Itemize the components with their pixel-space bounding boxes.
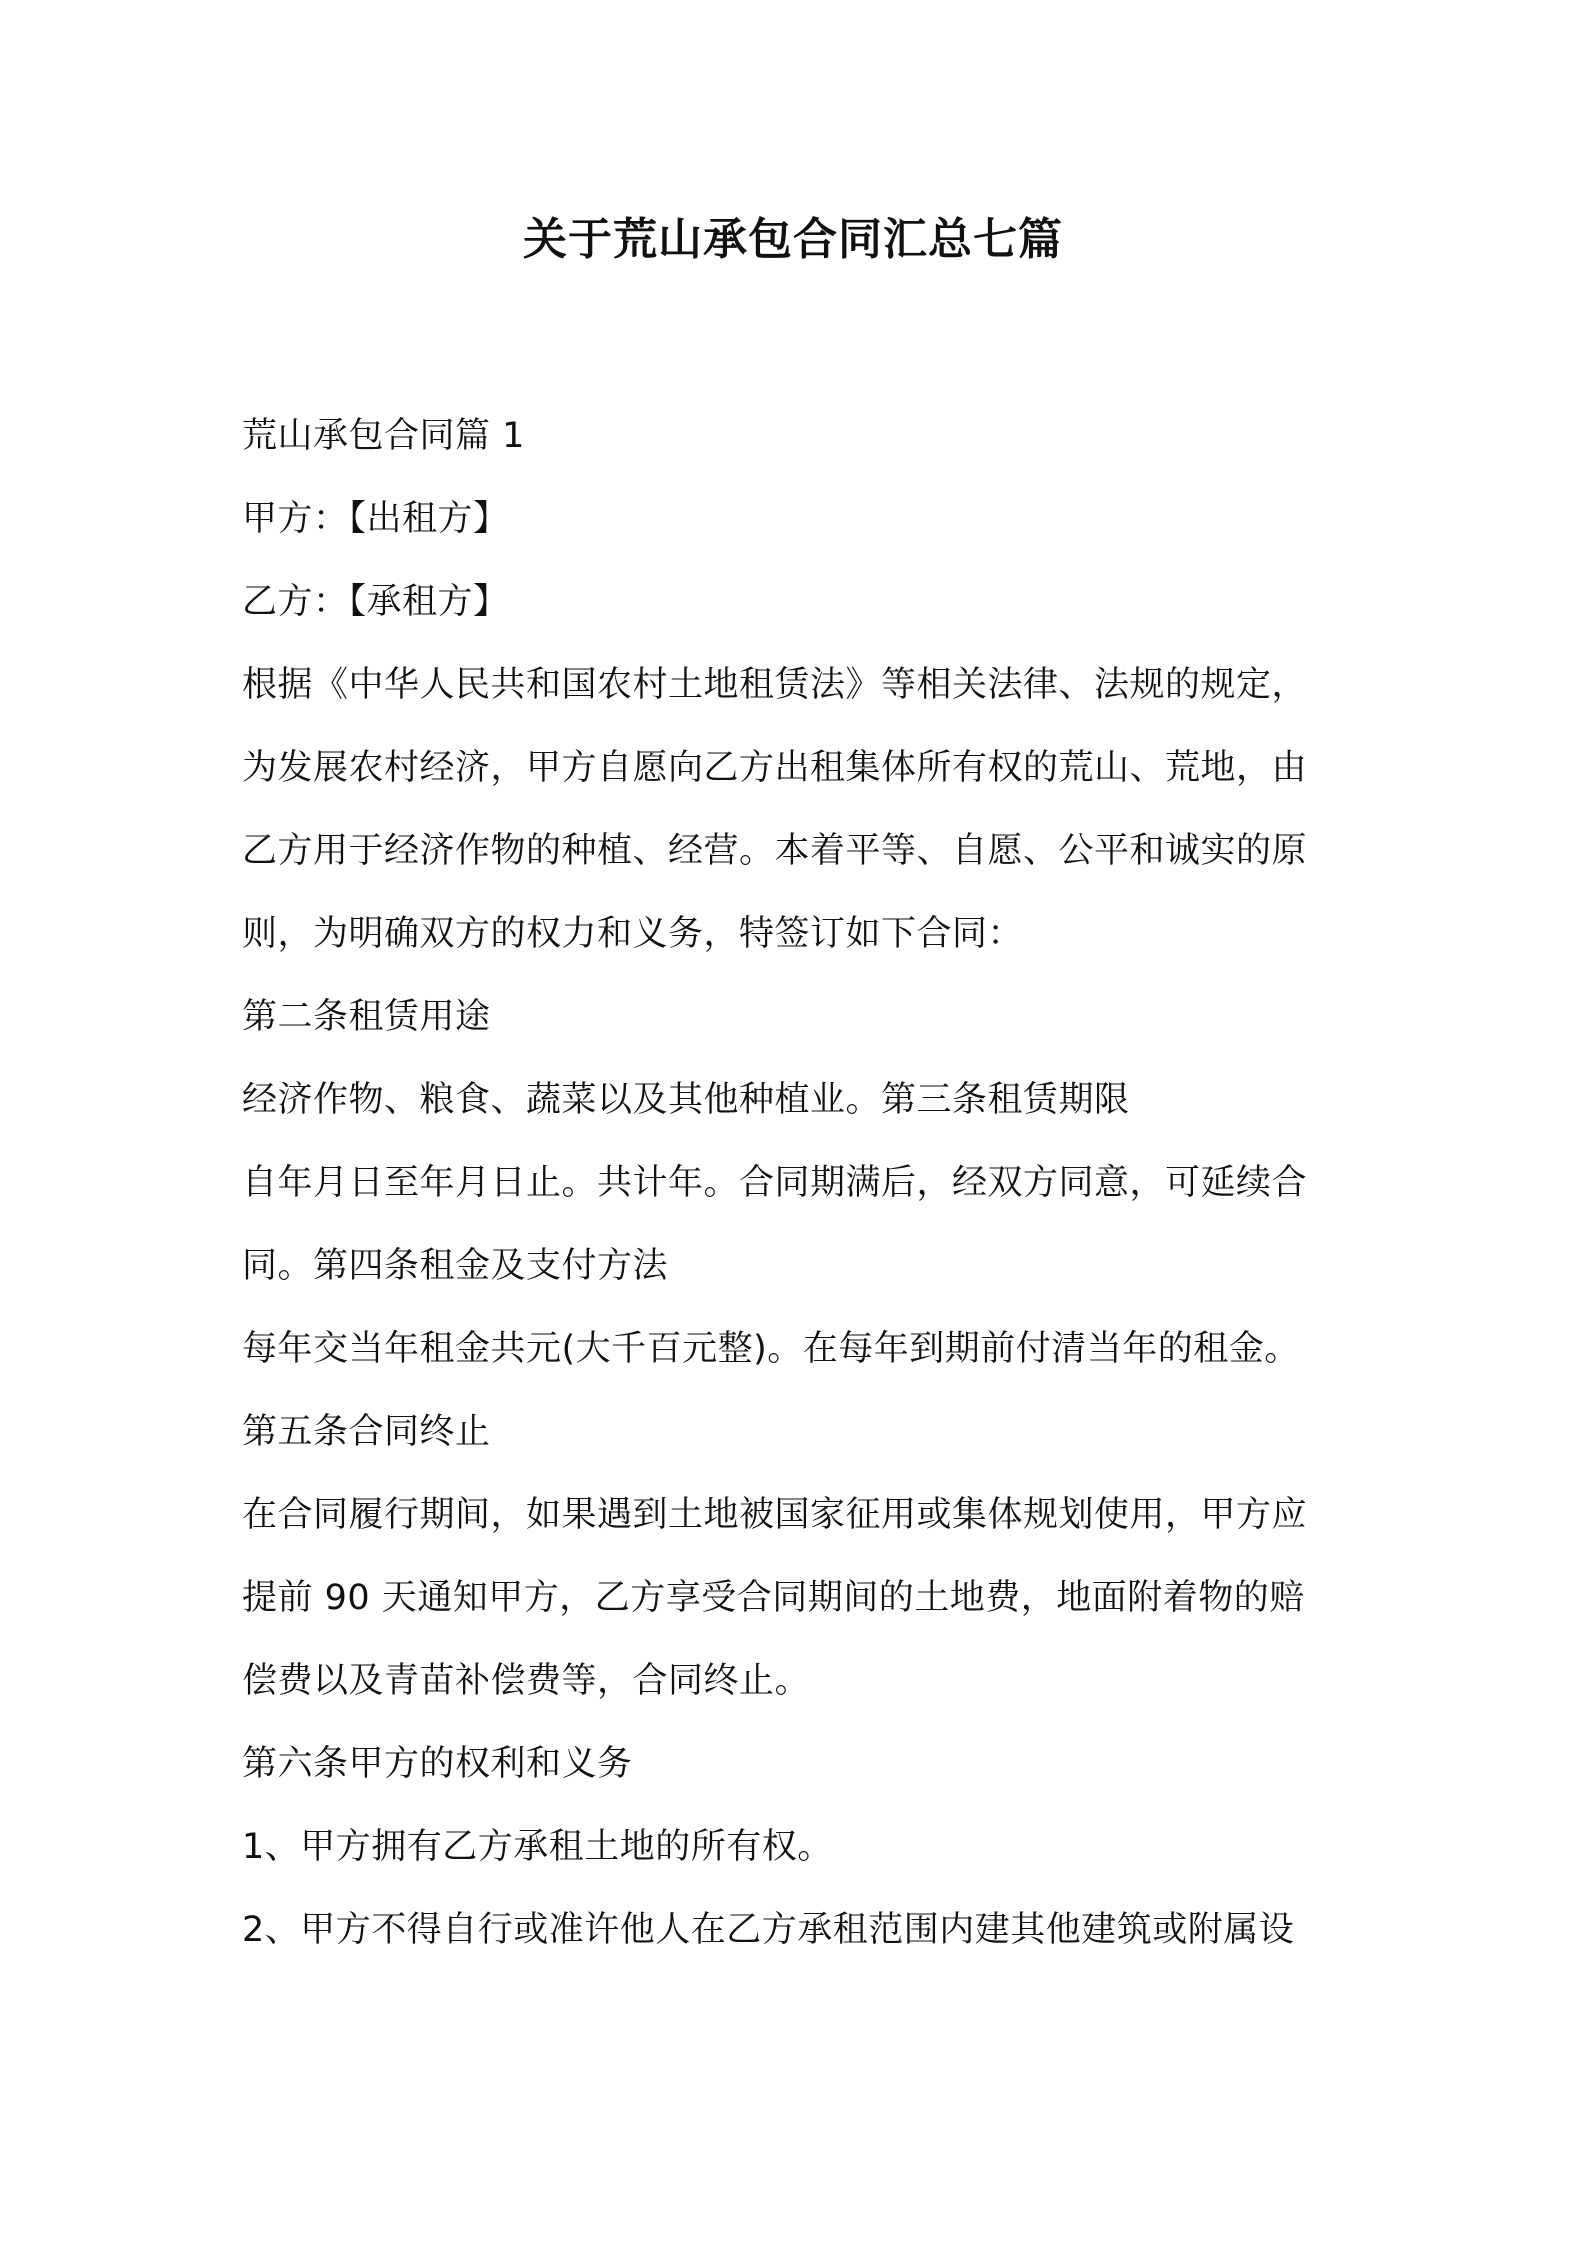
document-title: 关于荒山承包合同汇总七篇	[523, 214, 1063, 265]
paragraph-line: 根据《中华人民共和国农村土地租赁法》等相关法律、法规的规定，	[242, 665, 1308, 705]
party-a-line: 甲方：【出租方】	[242, 499, 509, 539]
clause-heading: 第五条合同终止	[242, 1412, 491, 1452]
document-body	[242, 406, 1352, 1983]
paragraph-line: 在合同履行期间，如果遇到土地被国家征用或集体规划使用，甲方应	[242, 1495, 1308, 1535]
paragraph-line: 自年月日至年月日止。共计年。合同期满后，经双方同意，可延续合	[242, 1163, 1308, 1203]
list-item: 2、甲方不得自行或准许他人在乙方承租范围内建其他建筑或附属设	[242, 1910, 1295, 1950]
paragraph-line: 则，为明确双方的权力和义务，特签订如下合同：	[242, 914, 1024, 954]
clause-heading: 第六条甲方的权利和义务	[242, 1744, 633, 1784]
section-heading: 荒山承包合同篇 1	[242, 416, 525, 456]
paragraph-line: 经济作物、粮食、蔬菜以及其他种植业。第三条租赁期限	[242, 1080, 1130, 1120]
paragraph-line: 每年交当年租金共元(大千百元整)。在每年到期前付清当年的租金。	[242, 1329, 1300, 1369]
paragraph-line: 乙方用于经济作物的种植、经营。本着平等、自愿、公平和诚实的原	[242, 831, 1308, 871]
paragraph-line: 为发展农村经济，甲方自愿向乙方出租集体所有权的荒山、荒地，由	[242, 748, 1308, 788]
party-b-line: 乙方：【承租方】	[242, 582, 509, 622]
paragraph-line: 提前 90 天通知甲方，乙方享受合同期间的土地费，地面附着物的赔	[242, 1578, 1305, 1618]
paragraph-line: 偿费以及青苗补偿费等，合同终止。	[242, 1661, 811, 1701]
clause-heading: 第二条租赁用途	[242, 997, 491, 1037]
list-item: 1、甲方拥有乙方承租土地的所有权。	[242, 1827, 833, 1867]
paragraph-line: 同。第四条租金及支付方法	[242, 1246, 669, 1286]
